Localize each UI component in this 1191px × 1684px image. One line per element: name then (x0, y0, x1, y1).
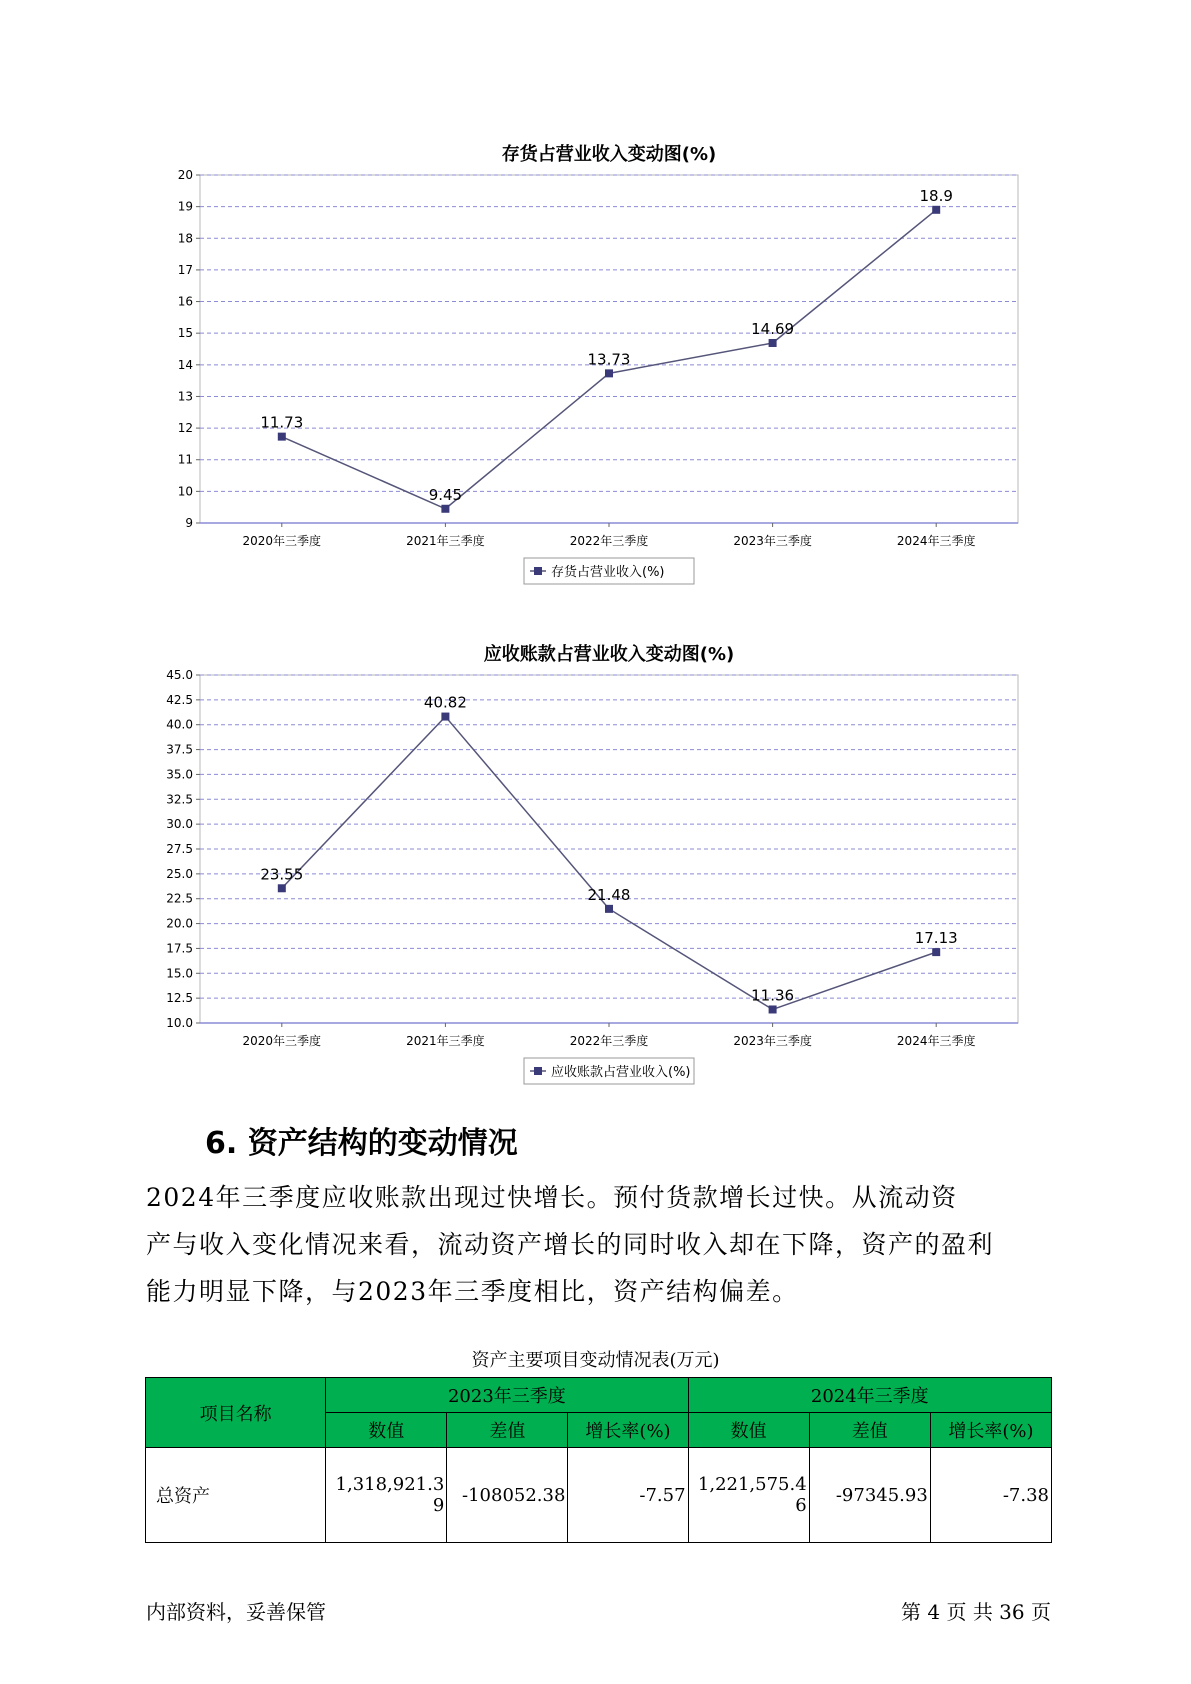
section-title: 6. 资产结构的变动情况 (205, 1126, 518, 1161)
y-tick-label: 30.0 (166, 817, 193, 832)
x-tick-label: 2020年三季度 (242, 534, 322, 548)
legend-label: 应收账款占营业收入(%) (551, 1065, 691, 1080)
row-name: 总资产 (146, 1448, 326, 1543)
data-label: 40.82 (423, 693, 467, 712)
footer-page-number: 第 4 页 共 36 页 (901, 1600, 1051, 1624)
y-tick-label: 42.5 (166, 692, 193, 707)
data-label: 11.73 (260, 413, 304, 432)
y-tick-label: 45.0 (166, 668, 193, 682)
y-tick-label: 20.0 (166, 916, 193, 931)
cell-diff-2024: -97345.93 (809, 1448, 930, 1543)
data-label: 17.13 (914, 929, 958, 948)
y-tick-label: 35.0 (166, 767, 193, 782)
chart-title: 存货占营业收入变动图(%) (501, 144, 717, 165)
data-point (441, 505, 449, 513)
legend-label: 存货占营业收入(%) (551, 565, 665, 580)
y-tick-label: 10.0 (166, 1016, 193, 1030)
data-label: 14.69 (751, 319, 795, 338)
data-label: 13.73 (587, 350, 631, 369)
chart-title: 应收账款占营业收入变动图(%) (483, 644, 735, 665)
y-tick-label: 15 (177, 326, 193, 341)
x-tick-label: 2024年三季度 (896, 1034, 976, 1048)
y-tick-label: 25.0 (166, 866, 193, 881)
header-period-2023: 2023年三季度 (326, 1378, 688, 1413)
data-point (605, 369, 613, 377)
inventory-revenue-chart (0, 130, 1191, 590)
paragraph-line: 2024年三季度应收账款出现过快增长。预付货款增长过快。从流动资 (146, 1183, 958, 1212)
header-item-name: 项目名称 (146, 1378, 326, 1448)
subheader-value: 数值 (326, 1413, 447, 1448)
y-tick-label: 12 (177, 421, 193, 436)
x-tick-label: 2022年三季度 (569, 534, 649, 548)
data-label: 9.45 (428, 485, 463, 504)
y-tick-label: 10 (177, 484, 193, 499)
y-tick-label: 22.5 (166, 891, 193, 906)
data-point (932, 948, 940, 956)
y-tick-label: 27.5 (166, 842, 193, 856)
cell-value-2023: 1,318,921.39 (326, 1448, 447, 1543)
subheader-value: 数值 (688, 1413, 809, 1448)
y-tick-label: 17.5 (166, 941, 193, 956)
cell-value-2024: 1,221,575.46 (688, 1448, 809, 1543)
legend-marker (534, 1067, 542, 1075)
plot-area (200, 175, 1018, 523)
data-point (278, 433, 286, 441)
inventory-revenue-chart-svg (0, 130, 1191, 590)
x-tick-label: 2020年三季度 (242, 1034, 322, 1048)
cell-rate-2023: -7.57 (568, 1448, 688, 1543)
data-point (441, 713, 449, 721)
receivables-revenue-chart-svg (0, 630, 1191, 1090)
y-tick-label: 11 (177, 452, 193, 467)
y-tick-label: 20 (177, 168, 193, 182)
x-tick-label: 2024年三季度 (896, 534, 976, 548)
y-tick-label: 14 (177, 357, 193, 372)
receivables-revenue-chart (0, 630, 1191, 1090)
paragraph-line: 能力明显下降，与2023年三季度相比，资产结构偏差。 (146, 1277, 799, 1306)
subheader-diff: 差值 (809, 1413, 930, 1448)
table-caption: 资产主要项目变动情况表(万元) (471, 1350, 720, 1371)
data-point (769, 339, 777, 347)
paragraph-line: 产与收入变化情况来看，流动资产增长的同时收入却在下降，资产的盈利 (146, 1230, 995, 1259)
y-tick-label: 12.5 (166, 991, 193, 1006)
y-tick-label: 13 (177, 389, 193, 404)
cell-rate-2024: -7.38 (930, 1448, 1051, 1543)
y-tick-label: 17 (177, 262, 193, 277)
data-label: 11.36 (751, 986, 795, 1005)
y-tick-label: 16 (177, 294, 193, 309)
subheader-rate: 增长率(%) (930, 1413, 1051, 1448)
data-point (278, 884, 286, 892)
data-point (769, 1005, 777, 1013)
data-point (605, 905, 613, 913)
asset-change-table (145, 1377, 1052, 1543)
legend-marker (534, 567, 542, 575)
data-label: 23.55 (260, 865, 304, 884)
y-tick-label: 9 (185, 516, 193, 530)
subheader-rate: 增长率(%) (568, 1413, 688, 1448)
data-label: 21.48 (587, 885, 631, 904)
footer-confidential: 内部资料，妥善保管 (146, 1600, 326, 1624)
cell-diff-2023: -108052.38 (447, 1448, 568, 1543)
header-period-2024: 2024年三季度 (688, 1378, 1051, 1413)
y-tick-label: 15.0 (166, 966, 193, 981)
data-label: 18.9 (919, 186, 953, 205)
table-row (146, 1448, 1052, 1543)
data-point (932, 206, 940, 214)
x-tick-label: 2022年三季度 (569, 1034, 649, 1048)
section-paragraph (146, 1174, 1046, 1315)
y-tick-label: 40.0 (166, 717, 193, 732)
y-tick-label: 37.5 (166, 742, 193, 757)
x-tick-label: 2023年三季度 (733, 1034, 812, 1048)
x-tick-label: 2023年三季度 (733, 534, 812, 548)
y-tick-label: 18 (177, 231, 193, 246)
subheader-diff: 差值 (447, 1413, 568, 1448)
y-tick-label: 19 (177, 199, 193, 214)
x-tick-label: 2021年三季度 (406, 1034, 485, 1048)
x-tick-label: 2021年三季度 (406, 534, 485, 548)
y-tick-label: 32.5 (166, 792, 193, 807)
